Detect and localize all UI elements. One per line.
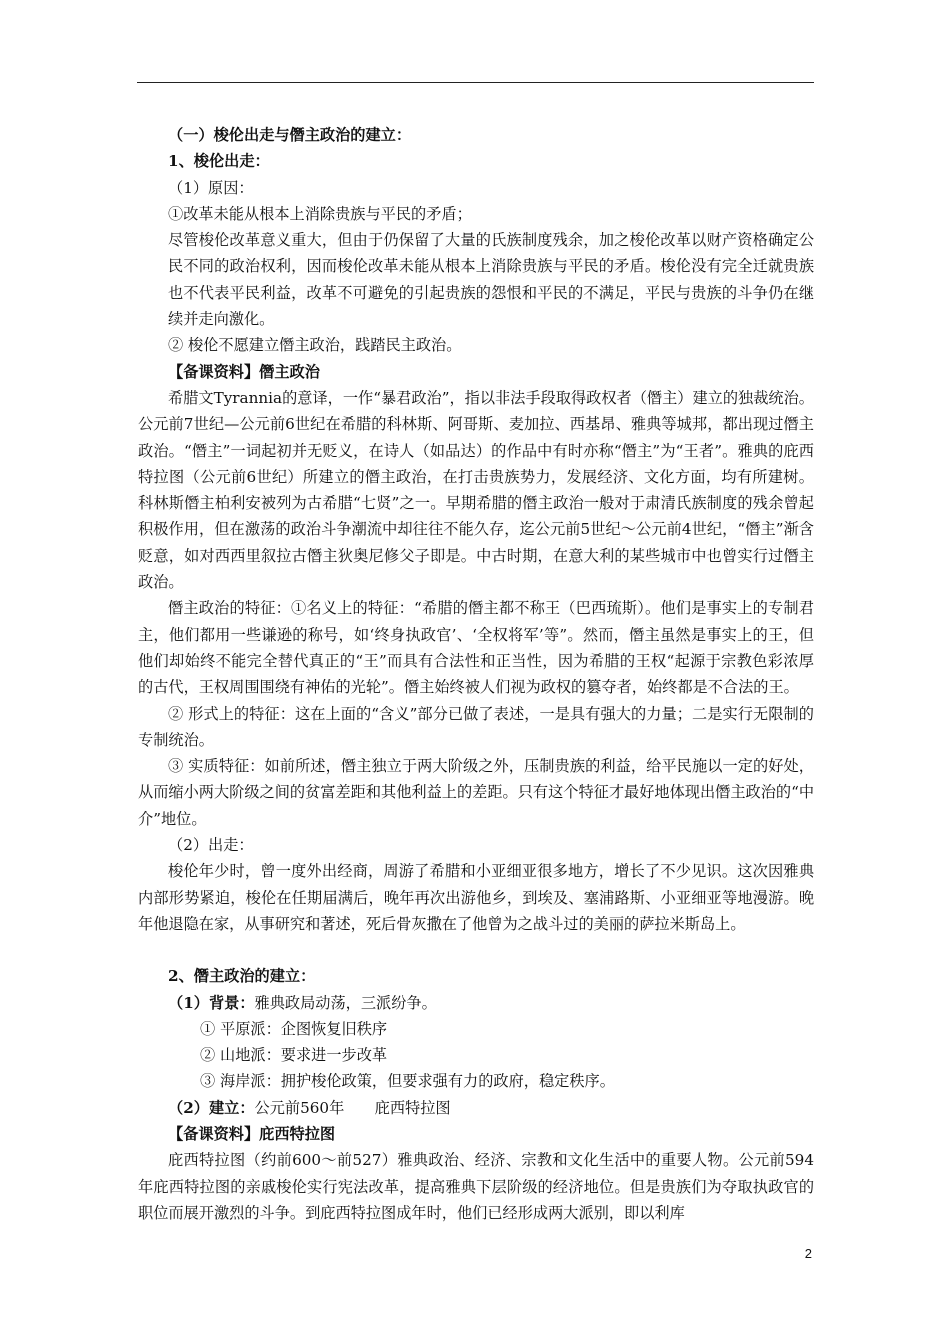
list-item: ① 平原派：企图恢复旧秩序 bbox=[200, 1019, 388, 1038]
reference-title: 【备课资料】僭主政治 bbox=[168, 362, 320, 381]
paragraph: 僭主政治的特征：①名义上的特征：“希腊的僭主都不称王（巴西琉斯）。他们是事实上的专制君主，他们都用一些谦逊的称号，如‘终身执政官’、‘全权将军’等”。然而，僭主虽然是事实上的王，但他们却始终不能完全替代真正的“王”而具有合法性和正当性，因为希腊的王权“起源于宗教色彩浓厚的古代，王权周围围绕有神佑的光轮”。僭主始终被人们视为政权的篡夺者，始终都是不合法的王。 bbox=[138, 599, 814, 697]
paragraph: ①改革未能从根本上消除贵族与平民的矛盾； bbox=[168, 204, 472, 223]
spacer bbox=[138, 937, 814, 963]
reference-title: 【备课资料】庇西特拉图 bbox=[168, 1124, 336, 1143]
item-text: 雅典政局动荡，三派纷争。 bbox=[254, 993, 437, 1012]
paragraph: 希腊文Tyrannia的意译，一作“暴君政治”，指以非法手段取得政权者（僭主）建立的独裁统治。公元前7世纪—公元前6世纪在希腊的科林斯、阿哥斯、麦加拉、西基昂、雅典等城邦，都出现过僭主政治。“僭主”一词起初并无贬义，在诗人（如品达）的作品中有时亦称“僭主”为“王者”。雅典的庇西特拉图（公元前6世纪）所建立的僭主政治，在打击贵族势力，发展经济、文化方面，均有所建树。科林斯僭主柏利安被列为古希腊“七贤”之一。早期希腊的僭主政治一般对于肃清氏族制度的残余曾起积极作用，但在激荡的政治斗争潮流中却往往不能久存，迄公元前5世纪～公元前4世纪，“僭主”渐含贬意，如对西西里叙拉古僭主狄奥尼修父子即是。中古时期，在意大利的某些城市中也曾实行过僭主政治。 bbox=[138, 388, 814, 592]
paragraph: ③ 实质特征：如前所述，僭主独立于两大阶级之外，压制贵族的利益，给平民施以一定的好处，从而缩小两大阶级之间的贫富差距和其他利益上的差距。只有这个特征才最好地体现出僭主政治的“中介”地位。 bbox=[138, 757, 815, 828]
paragraph: 庇西特拉图（约前600～前527）雅典政治、经济、宗教和文化生活中的重要人物。公元前594年庇西特拉图的亲戚梭伦实行宪法改革，提高雅典下层阶级的经济地位。但是贵族们为夺取执政官的职位而展开激烈的斗争。到庇西特拉图成年时，他们已经形成两大派别，即以利库 bbox=[138, 1151, 814, 1222]
section-heading: （一）梭伦出走与僭主政治的建立： bbox=[168, 126, 411, 144]
subsection-heading: 1、梭伦出走： bbox=[168, 152, 270, 171]
paragraph: ② 形式上的特征：这在上面的“含义”部分已做了表述，一是具有强大的力量；二是实行无限制的专制统治。 bbox=[138, 704, 814, 749]
item-line bbox=[138, 1095, 814, 1121]
paragraph: 梭伦年少时，曾一度外出经商，周游了希腊和小亚细亚很多地方，增长了不少见识。这次因雅典内部形势紧迫，梭伦在任期届满后，晚年再次出游他乡，到埃及、塞浦路斯、小亚细亚等地漫游。晚年他退隐在家，从事研究和著述，死后骨灰撒在了他曾为之战斗过的美丽的萨拉米斯岛上。 bbox=[138, 862, 814, 933]
item-label: （1）背景： bbox=[168, 993, 255, 1012]
subsection-heading: 2、僭主政治的建立： bbox=[168, 967, 316, 986]
paragraph: ② 梭伦不愿建立僭主政治，践踏民主政治。 bbox=[168, 336, 462, 355]
header-rule bbox=[137, 82, 814, 83]
item-label: （2）建立： bbox=[168, 1098, 255, 1117]
list-item: ③ 海岸派：拥护梭伦政策，但要求强有力的政府，稳定秩序。 bbox=[200, 1072, 615, 1091]
item-label: （1）原因： bbox=[168, 178, 254, 197]
document-body bbox=[138, 122, 814, 1226]
item-label: （2）出走： bbox=[168, 836, 254, 855]
page-number: 2 bbox=[804, 1246, 812, 1261]
list-item: ② 山地派：要求进一步改革 bbox=[200, 1046, 388, 1065]
item-text: 公元前560年 庇西特拉图 bbox=[254, 1098, 451, 1117]
paragraph bbox=[138, 227, 814, 332]
item-line bbox=[138, 990, 814, 1016]
paragraph-text: 尽管梭伦改革意义重大，但由于仍保留了大量的氏族制度残余，加之梭伦改革以财产资格确定公民不同的政治权利，因而梭伦改革未能从根本上消除贵族与平民的矛盾。梭伦没有完全迁就贵族也不代表平民利益，改革不可避免的引起贵族的怨恨和平民的不满足，平民与贵族的斗争仍在继续并走向激化。 bbox=[168, 231, 814, 329]
